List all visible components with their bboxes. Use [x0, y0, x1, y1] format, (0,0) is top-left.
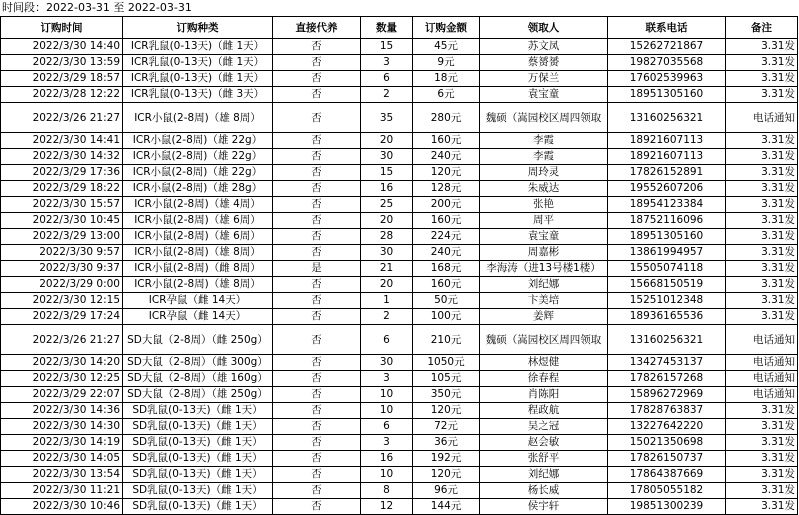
cell-amount: 72元 [413, 419, 480, 435]
cell-order-type: SD乳鼠(0-13天)（雌 1天） [123, 499, 273, 515]
cell-amount: 240元 [413, 149, 480, 165]
cell-phone: 18752116096 [608, 213, 726, 229]
cell-amount: 192元 [413, 451, 480, 467]
cell-remarks: 3.31发 [726, 71, 798, 87]
cell-quantity: 30 [361, 149, 413, 165]
cell-order-time: 2022/3/26 21:27 [1, 103, 123, 133]
cell-amount: 350元 [413, 387, 480, 403]
cell-phone: 15262721867 [608, 39, 726, 55]
cell-order-type: SD乳鼠(0-13天)（雌 1天） [123, 451, 273, 467]
table-row [1, 371, 798, 387]
cell-order-type: ICR乳鼠(0-13天)（雌 3天） [123, 87, 273, 103]
cell-remarks: 电话通知 [726, 103, 798, 133]
cell-quantity: 35 [361, 103, 413, 133]
cell-amount: 6元 [413, 87, 480, 103]
cell-quantity: 20 [361, 277, 413, 293]
cell-quantity: 25 [361, 197, 413, 213]
cell-phone: 15668150519 [608, 277, 726, 293]
cell-quantity: 15 [361, 39, 413, 55]
cell-order-time: 2022/3/30 9:57 [1, 245, 123, 261]
table-row [1, 387, 798, 403]
cell-amount: 36元 [413, 435, 480, 451]
table-row [1, 55, 798, 71]
cell-direct-raise: 否 [273, 213, 361, 229]
cell-direct-raise: 否 [273, 387, 361, 403]
cell-quantity: 3 [361, 435, 413, 451]
cell-recipient: 张舒平 [480, 451, 608, 467]
cell-remarks: 3.31发 [726, 309, 798, 325]
cell-order-type: ICR乳鼠(0-13天)（雌 1天） [123, 55, 273, 71]
cell-order-type: SD乳鼠(0-13天)（雌 1天） [123, 467, 273, 483]
table-row [1, 467, 798, 483]
cell-remarks: 3.31发 [726, 197, 798, 213]
cell-recipient: 朱威达 [480, 181, 608, 197]
cell-order-type: ICR小鼠(2-8周)（雄 6周） [123, 229, 273, 245]
cell-phone: 18921607113 [608, 149, 726, 165]
table-row [1, 165, 798, 181]
cell-quantity: 30 [361, 355, 413, 371]
cell-remarks: 3.31发 [726, 213, 798, 229]
cell-phone: 18951305160 [608, 87, 726, 103]
header-phone: 联系电话 [608, 17, 726, 39]
header-quantity: 数量 [361, 17, 413, 39]
cell-remarks: 电话通知 [726, 355, 798, 371]
cell-recipient: 万保兰 [480, 71, 608, 87]
cell-order-time: 2022/3/30 14:40 [1, 39, 123, 55]
cell-direct-raise: 否 [273, 165, 361, 181]
cell-quantity: 1 [361, 293, 413, 309]
cell-order-type: ICR小鼠(2-8周)（雄 22g） [123, 133, 273, 149]
cell-order-type: SD乳鼠(0-13天)（雌 1天） [123, 419, 273, 435]
cell-phone: 19827035568 [608, 55, 726, 71]
cell-amount: 160元 [413, 133, 480, 149]
cell-direct-raise: 否 [273, 293, 361, 309]
cell-quantity: 12 [361, 499, 413, 515]
cell-order-type: ICR乳鼠(0-13天)（雌 1天） [123, 39, 273, 55]
cell-quantity: 2 [361, 309, 413, 325]
cell-recipient: 周玲灵 [480, 165, 608, 181]
cell-recipient: 魏硕（嵩园校区周四领取 [480, 103, 608, 133]
table-row [1, 403, 798, 419]
cell-order-time: 2022/3/30 9:37 [1, 261, 123, 277]
cell-order-time: 2022/3/30 11:21 [1, 483, 123, 499]
cell-amount: 1050元 [413, 355, 480, 371]
cell-direct-raise: 否 [273, 197, 361, 213]
cell-recipient: 侯宇轩 [480, 499, 608, 515]
cell-quantity: 3 [361, 55, 413, 71]
cell-quantity: 6 [361, 325, 413, 355]
cell-quantity: 10 [361, 467, 413, 483]
cell-remarks: 3.31发 [726, 229, 798, 245]
cell-order-time: 2022/3/29 18:22 [1, 181, 123, 197]
cell-order-time: 2022/3/30 14:19 [1, 435, 123, 451]
cell-recipient: 林煜健 [480, 355, 608, 371]
cell-direct-raise: 否 [273, 39, 361, 55]
cell-remarks: 3.31发 [726, 149, 798, 165]
cell-direct-raise: 否 [273, 499, 361, 515]
cell-direct-raise: 否 [273, 103, 361, 133]
cell-recipient: 肖陈阳 [480, 387, 608, 403]
cell-amount: 96元 [413, 483, 480, 499]
cell-order-type: ICR小鼠(2-8周)（雄 4周） [123, 197, 273, 213]
cell-remarks: 3.31发 [726, 55, 798, 71]
table-row [1, 197, 798, 213]
cell-direct-raise: 否 [273, 309, 361, 325]
cell-order-time: 2022/3/30 14:32 [1, 149, 123, 165]
table-row [1, 181, 798, 197]
table-row [1, 245, 798, 261]
cell-amount: 100元 [413, 309, 480, 325]
header-recipient: 领取人 [480, 17, 608, 39]
cell-phone: 19851300239 [608, 499, 726, 515]
cell-amount: 160元 [413, 277, 480, 293]
cell-recipient: 苏文凤 [480, 39, 608, 55]
cell-recipient: 刘纪娜 [480, 467, 608, 483]
cell-remarks: 3.31发 [726, 451, 798, 467]
cell-direct-raise: 是 [273, 261, 361, 277]
cell-order-time: 2022/3/30 14:41 [1, 133, 123, 149]
cell-remarks: 3.31发 [726, 419, 798, 435]
cell-remarks: 3.31发 [726, 165, 798, 181]
cell-amount: 280元 [413, 103, 480, 133]
cell-recipient: 刘纪娜 [480, 277, 608, 293]
cell-direct-raise: 否 [273, 55, 361, 71]
cell-remarks: 3.31发 [726, 403, 798, 419]
cell-remarks: 3.31发 [726, 483, 798, 499]
orders-table [0, 16, 798, 515]
cell-order-type: SD乳鼠(0-13天)（雌 1天） [123, 435, 273, 451]
cell-remarks: 3.31发 [726, 181, 798, 197]
header-direct-raise: 直接代养 [273, 17, 361, 39]
cell-remarks: 3.31发 [726, 261, 798, 277]
cell-remarks: 3.31发 [726, 39, 798, 55]
cell-direct-raise: 否 [273, 435, 361, 451]
cell-remarks: 3.31发 [726, 245, 798, 261]
table-header-row [1, 17, 798, 39]
cell-phone: 18936165536 [608, 309, 726, 325]
cell-quantity: 20 [361, 133, 413, 149]
cell-remarks: 3.31发 [726, 277, 798, 293]
cell-recipient: 周嘉彬 [480, 245, 608, 261]
cell-quantity: 21 [361, 261, 413, 277]
cell-phone: 15021350698 [608, 435, 726, 451]
cell-recipient: 杨长威 [480, 483, 608, 499]
cell-direct-raise: 否 [273, 149, 361, 165]
cell-order-time: 2022/3/26 21:27 [1, 325, 123, 355]
cell-direct-raise: 否 [273, 483, 361, 499]
cell-direct-raise: 否 [273, 87, 361, 103]
cell-order-time: 2022/3/30 12:15 [1, 293, 123, 309]
cell-phone: 18954123384 [608, 197, 726, 213]
orders-table-body [1, 39, 798, 515]
cell-direct-raise: 否 [273, 229, 361, 245]
cell-amount: 9元 [413, 55, 480, 71]
cell-phone: 15251012348 [608, 293, 726, 309]
table-row [1, 355, 798, 371]
cell-phone: 13861994957 [608, 245, 726, 261]
cell-direct-raise: 否 [273, 277, 361, 293]
cell-order-type: SD大鼠（2-8周）（雌 300g） [123, 355, 273, 371]
cell-recipient: 李霞 [480, 149, 608, 165]
cell-direct-raise: 否 [273, 451, 361, 467]
cell-quantity: 28 [361, 229, 413, 245]
cell-quantity: 15 [361, 165, 413, 181]
cell-quantity: 30 [361, 245, 413, 261]
cell-recipient: 袁宝童 [480, 87, 608, 103]
cell-remarks: 3.31发 [726, 435, 798, 451]
cell-order-type: ICR小鼠(2-8周)（雄 8周） [123, 277, 273, 293]
cell-phone: 17826152891 [608, 165, 726, 181]
cell-phone: 17826150737 [608, 451, 726, 467]
table-row [1, 229, 798, 245]
cell-order-type: SD大鼠（2-8周）（雄 160g） [123, 371, 273, 387]
cell-direct-raise: 否 [273, 403, 361, 419]
cell-order-time: 2022/3/30 14:36 [1, 403, 123, 419]
cell-recipient: 吴之冠 [480, 419, 608, 435]
cell-recipient: 李霞 [480, 133, 608, 149]
cell-order-time: 2022/3/29 17:36 [1, 165, 123, 181]
cell-order-type: SD乳鼠(0-13天)（雌 1天） [123, 403, 273, 419]
cell-recipient: 张艳 [480, 197, 608, 213]
cell-order-time: 2022/3/29 0:00 [1, 277, 123, 293]
table-row [1, 213, 798, 229]
cell-order-time: 2022/3/29 13:00 [1, 229, 123, 245]
header-amount: 订购金额 [413, 17, 480, 39]
cell-quantity: 10 [361, 387, 413, 403]
cell-quantity: 20 [361, 213, 413, 229]
cell-recipient: 姜辉 [480, 309, 608, 325]
cell-recipient: 李海涛（进13号楼1楼） [480, 261, 608, 277]
header-order-time: 订购时间 [1, 17, 123, 39]
cell-order-time: 2022/3/30 12:25 [1, 371, 123, 387]
cell-quantity: 6 [361, 419, 413, 435]
cell-phone: 19552607206 [608, 181, 726, 197]
cell-direct-raise: 否 [273, 71, 361, 87]
cell-order-type: ICR小鼠(2-8周)（雄 6周） [123, 213, 273, 229]
cell-remarks: 3.31发 [726, 499, 798, 515]
date-range-label: 时间段：2022-03-31 至 2022-03-31 [2, 1, 192, 14]
cell-phone: 17602539963 [608, 71, 726, 87]
cell-order-type: ICR乳鼠(0-13天)（雌 1天） [123, 71, 273, 87]
table-row [1, 149, 798, 165]
cell-order-time: 2022/3/30 13:54 [1, 467, 123, 483]
cell-direct-raise: 否 [273, 419, 361, 435]
cell-quantity: 10 [361, 403, 413, 419]
cell-phone: 18921607113 [608, 133, 726, 149]
cell-order-time: 2022/3/29 17:24 [1, 309, 123, 325]
cell-phone: 13160256321 [608, 103, 726, 133]
cell-order-time: 2022/3/30 14:30 [1, 419, 123, 435]
cell-direct-raise: 否 [273, 325, 361, 355]
cell-order-time: 2022/3/30 10:45 [1, 213, 123, 229]
cell-amount: 18元 [413, 71, 480, 87]
cell-order-type: ICR小鼠(2-8周)（雄 28g） [123, 181, 273, 197]
cell-remarks: 电话通知 [726, 325, 798, 355]
cell-amount: 224元 [413, 229, 480, 245]
cell-amount: 200元 [413, 197, 480, 213]
table-row [1, 435, 798, 451]
cell-order-time: 2022/3/28 12:22 [1, 87, 123, 103]
table-row [1, 87, 798, 103]
cell-phone: 13160256321 [608, 325, 726, 355]
cell-amount: 240元 [413, 245, 480, 261]
cell-phone: 18951305160 [608, 229, 726, 245]
cell-order-type: ICR小鼠(2-8周)（雄 22g） [123, 165, 273, 181]
table-row [1, 499, 798, 515]
cell-phone: 15505074118 [608, 261, 726, 277]
header-remarks: 备注 [726, 17, 798, 39]
cell-remarks: 电话通知 [726, 371, 798, 387]
cell-quantity: 16 [361, 451, 413, 467]
cell-amount: 160元 [413, 213, 480, 229]
cell-order-time: 2022/3/30 14:05 [1, 451, 123, 467]
table-row [1, 325, 798, 355]
table-row [1, 293, 798, 309]
cell-recipient: 袁宝童 [480, 229, 608, 245]
cell-recipient: 卞美培 [480, 293, 608, 309]
cell-quantity: 6 [361, 71, 413, 87]
cell-amount: 128元 [413, 181, 480, 197]
cell-remarks: 电话通知 [726, 387, 798, 403]
table-row [1, 277, 798, 293]
cell-quantity: 2 [361, 87, 413, 103]
cell-phone: 17828763837 [608, 403, 726, 419]
cell-order-type: SD大鼠（2-8周）（雄 250g） [123, 387, 273, 403]
table-row [1, 451, 798, 467]
cell-amount: 168元 [413, 261, 480, 277]
cell-amount: 105元 [413, 371, 480, 387]
cell-direct-raise: 否 [273, 355, 361, 371]
cell-direct-raise: 否 [273, 467, 361, 483]
cell-order-time: 2022/3/30 14:20 [1, 355, 123, 371]
cell-remarks: 3.31发 [726, 133, 798, 149]
cell-order-type: ICR小鼠(2-8周)（雄 8周） [123, 103, 273, 133]
cell-amount: 50元 [413, 293, 480, 309]
cell-order-type: ICR孕鼠（雌 14天） [123, 293, 273, 309]
cell-recipient: 程政航 [480, 403, 608, 419]
cell-direct-raise: 否 [273, 245, 361, 261]
cell-phone: 13227642220 [608, 419, 726, 435]
cell-order-time: 2022/3/29 18:57 [1, 71, 123, 87]
cell-quantity: 16 [361, 181, 413, 197]
cell-order-time: 2022/3/29 22:07 [1, 387, 123, 403]
cell-remarks: 3.31发 [726, 467, 798, 483]
cell-recipient: 蔡赟赟 [480, 55, 608, 71]
cell-quantity: 8 [361, 483, 413, 499]
cell-phone: 17864387669 [608, 467, 726, 483]
header-order-type: 订购种类 [123, 17, 273, 39]
table-row [1, 71, 798, 87]
table-row [1, 39, 798, 55]
cell-order-type: SD大鼠（2-8周）（雌 250g） [123, 325, 273, 355]
cell-direct-raise: 否 [273, 371, 361, 387]
cell-recipient: 徐春程 [480, 371, 608, 387]
cell-order-type: ICR孕鼠（雌 14天） [123, 309, 273, 325]
cell-order-type: ICR小鼠(2-8周)（雄 22g） [123, 149, 273, 165]
table-row [1, 103, 798, 133]
cell-amount: 120元 [413, 403, 480, 419]
cell-phone: 17805055182 [608, 483, 726, 499]
cell-recipient: 周平 [480, 213, 608, 229]
table-row [1, 419, 798, 435]
table-row [1, 483, 798, 499]
cell-order-type: SD乳鼠(0-13天)（雌 1天） [123, 483, 273, 499]
cell-quantity: 3 [361, 371, 413, 387]
cell-amount: 120元 [413, 165, 480, 181]
cell-amount: 144元 [413, 499, 480, 515]
cell-order-type: ICR小鼠(2-8周)（雄 8周） [123, 245, 273, 261]
table-row [1, 133, 798, 149]
cell-remarks: 3.31发 [726, 293, 798, 309]
cell-amount: 210元 [413, 325, 480, 355]
cell-order-type: ICR小鼠(2-8周)（雌 8周） [123, 261, 273, 277]
cell-order-time: 2022/3/30 10:46 [1, 499, 123, 515]
table-row [1, 261, 798, 277]
table-row [1, 309, 798, 325]
cell-amount: 120元 [413, 467, 480, 483]
cell-order-time: 2022/3/30 13:59 [1, 55, 123, 71]
cell-recipient: 赵会敏 [480, 435, 608, 451]
cell-phone: 15896272969 [608, 387, 726, 403]
cell-remarks: 3.31发 [726, 87, 798, 103]
cell-direct-raise: 否 [273, 133, 361, 149]
cell-recipient: 魏硕（嵩园校区周四领取 [480, 325, 608, 355]
cell-amount: 45元 [413, 39, 480, 55]
cell-phone: 17826157268 [608, 371, 726, 387]
cell-order-time: 2022/3/30 15:57 [1, 197, 123, 213]
cell-direct-raise: 否 [273, 181, 361, 197]
cell-phone: 13427453137 [608, 355, 726, 371]
